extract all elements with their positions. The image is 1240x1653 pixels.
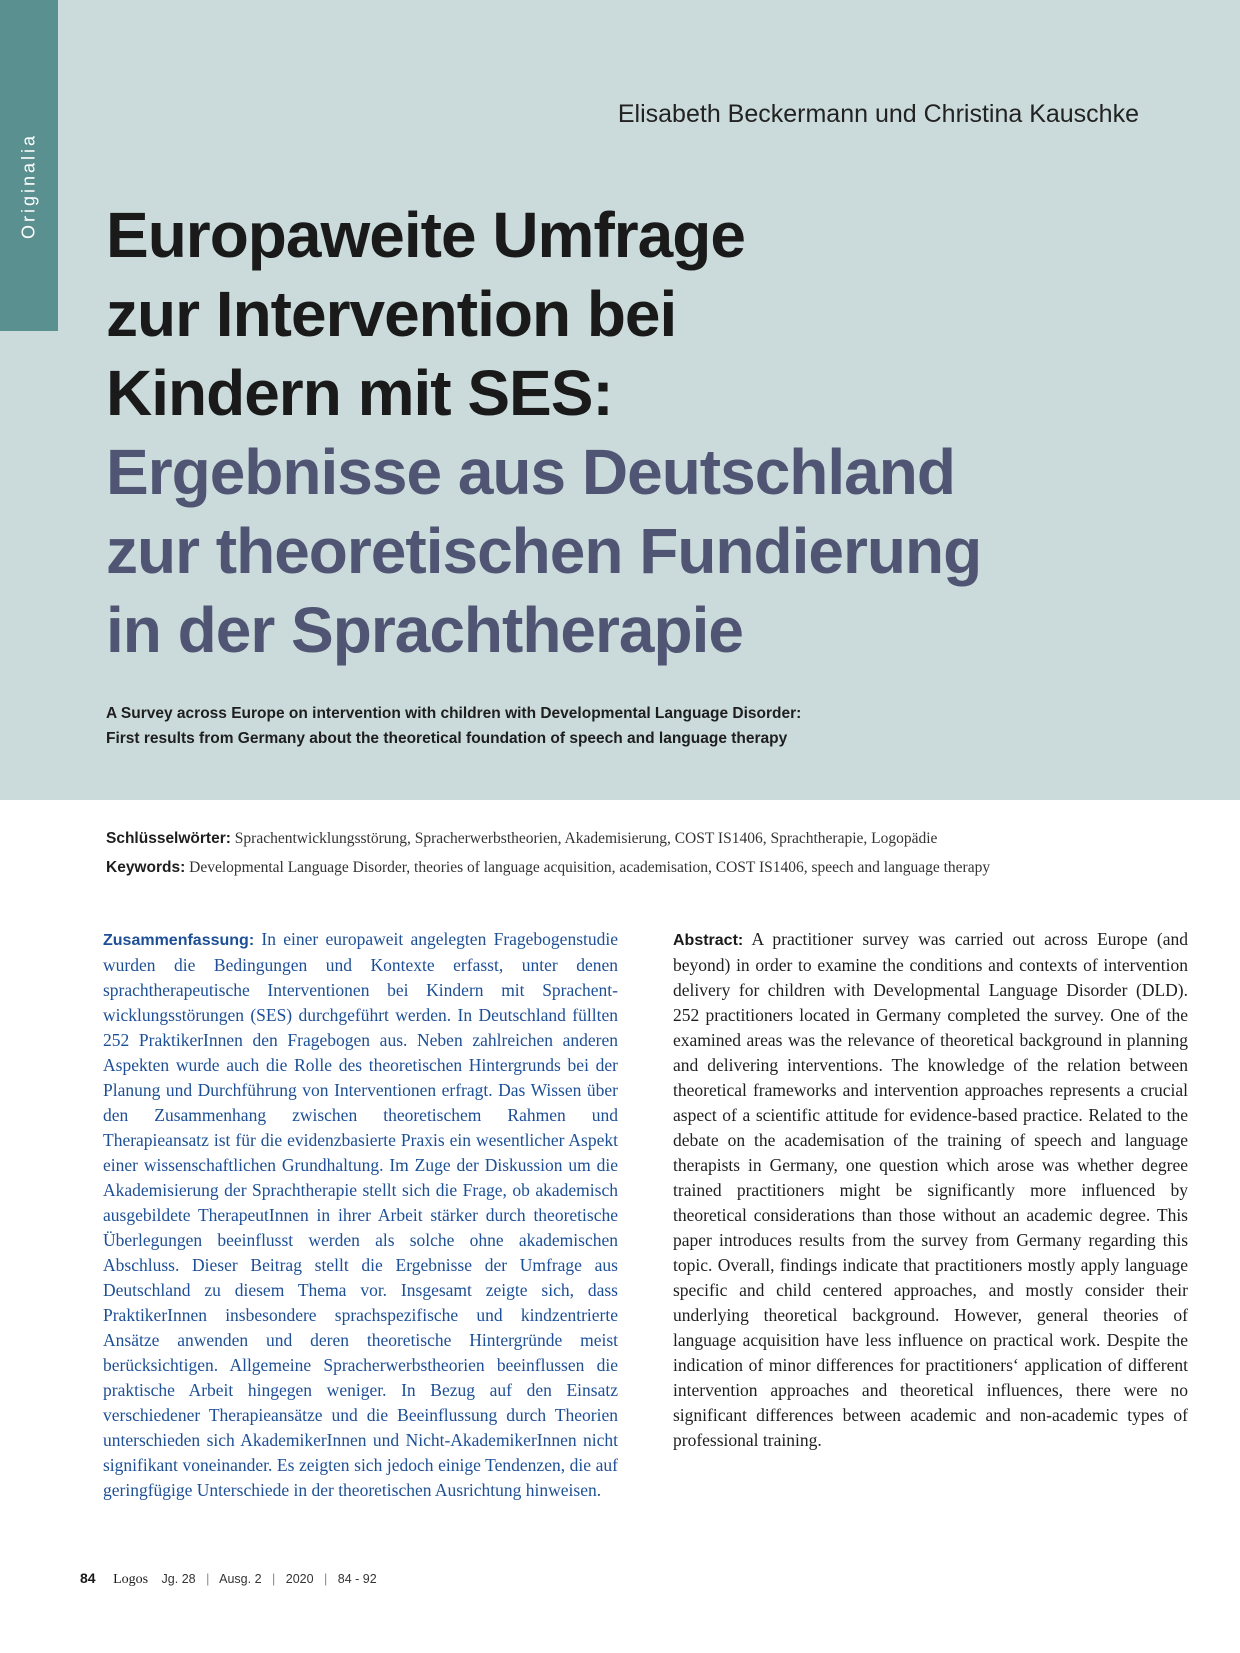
- keywords-german-label: Schlüsselwörter:: [106, 830, 231, 847]
- english-abstract-label: Abstract:: [673, 932, 744, 949]
- english-abstract-text: A practitioner survey was carried out across Europe (and beyond) in order to examine the conditions and contexts of intervention delivery for children with Developmental Language Disorder (DLD). 252 practitioners located in Germany completed the survey. One of the examined areas was the relevance of theoretical background in planning and delivering interventions. The knowledge of the relation between theoretical frameworks and intervention approaches represents a crucial aspect of a scientific attitude for evidence-based practice. Related to the debate on the academisation of the training of speech and language therapists in Germany, one question which arose was whether degree trained practitioners might be significantly more influenced by theoretical considerations than those without an academic degree. This paper introduces results from the survey from Germany regarding this topic. Overall, findings indicate that practitioners mostly apply language specific and child centered approaches, and mostly consider their underlying theoretical background. However, general theories of language acquisition have less influence on practical work. Despite the indication of minor differences for practitioners‘ application of different intervention approaches and theoretical influences, there were no significant differences between academic and non-academic types of professional training.: [673, 929, 1188, 1450]
- journal-volume: Jg. 28: [161, 1572, 196, 1586]
- page-number: 84: [80, 1570, 96, 1586]
- german-abstract-label: Zusammenfassung:: [103, 932, 255, 949]
- authors: Elisabeth Beckermann und Christina Kauschke: [617, 100, 1139, 128]
- title-line: Kindern mit SES:: [106, 357, 613, 429]
- page-range: 84 - 92: [337, 1572, 377, 1586]
- subtitle-line: zur theoretischen Fundierung: [106, 515, 982, 587]
- keywords-german: [106, 830, 937, 848]
- keywords-english: [106, 859, 990, 877]
- journal-name: Logos: [113, 1572, 149, 1587]
- journal-year: 2020: [285, 1572, 314, 1586]
- subtitle-line: Ergebnisse aus Deutschland: [106, 436, 955, 508]
- article-title: [106, 196, 981, 670]
- english-title-line: A Survey across Europe on intervention with children with Developmental Language Disorder:: [106, 705, 802, 722]
- subtitle-line: in der Sprachtherapie: [106, 594, 743, 666]
- keywords-english-label: Keywords:: [106, 859, 186, 876]
- english-title: [106, 701, 801, 751]
- title-line: Europaweite Umfrage: [106, 199, 745, 271]
- section-tab-label: Originalia: [18, 132, 39, 240]
- journal-issue: Ausg. 2: [219, 1572, 262, 1586]
- keywords-english-text: Developmental Language Disorder, theories of language acquisition, academisation, COST IS1406, speech and language therapy: [189, 859, 991, 876]
- footer-separator: |: [272, 1572, 276, 1586]
- english-abstract: [673, 927, 1188, 1453]
- title-line: zur Intervention bei: [106, 278, 677, 350]
- english-title-line: First results from Germany about the theoretical foundation of speech and language therapy: [106, 730, 788, 747]
- keywords-german-text: Sprachentwicklungsstörung, Spracherwerbstheorien, Akademisierung, COST IS1406, Sprachtherapie, Logopädie: [234, 830, 938, 847]
- section-tab: [0, 0, 58, 331]
- german-abstract: [103, 927, 618, 1503]
- page-footer: [80, 1570, 377, 1588]
- footer-separator: |: [324, 1572, 328, 1586]
- footer-separator: |: [206, 1572, 210, 1586]
- german-abstract-text: In einer europaweit angelegten Fragebogenstudie wurden die Bedingungen und Kontexte erfasst, unter denen sprachtherapeutische Interventionen bei Kindern mit Sprachentwicklungsstörungen (SES) durchgeführt werden. In Deutschland füllten 252 PraktikerInnen den Fragebogen aus. Neben zahlreichen anderen Aspekten wurde auch die Rolle des theoretischen Hintergrunds bei der Planung und Durchführung von Interventionen erfragt. Das Wissen über den Zusammenhang zwischen theoretischem Rahmen und Therapieansatz ist für die evidenzbasierte Praxis ein wesentlicher Aspekt einer wissenschaftlichen Grundhaltung. Im Zuge der Diskussion um die Akademisierung der Sprachtherapie stellt sich die Frage, ob akademisch ausgebildete TherapeutInnen in ihrer Arbeit stärker durch theoretische Überlegungen beeinflusst werden als solche ohne akademischen Abschluss. Dieser Beitrag stellt die Ergebnisse der Umfrage aus Deutschland zu diesem Thema vor. Insgesamt zeigte sich, dass PraktikerInnen insbesondere sprachspezifische und kindzentrierte Ansätze anwenden und deren theoretische Hintergründe meist berücksichtigen. Allgemeine Spracherwerbstheorien beeinflussen die praktische Arbeit hingegen weniger. In Bezug auf den Einsatz verschiedener Therapieansätze und die Beeinflussung durch Theorien unterschieden sich AkademikerInnen und Nicht-AkademikerInnen nicht signifikant voneinander. Es zeigten sich jedoch einige Tendenzen, die auf geringfügige Unterschiede in der theoretischen Ausrichtung hinweisen.: [103, 929, 618, 1500]
